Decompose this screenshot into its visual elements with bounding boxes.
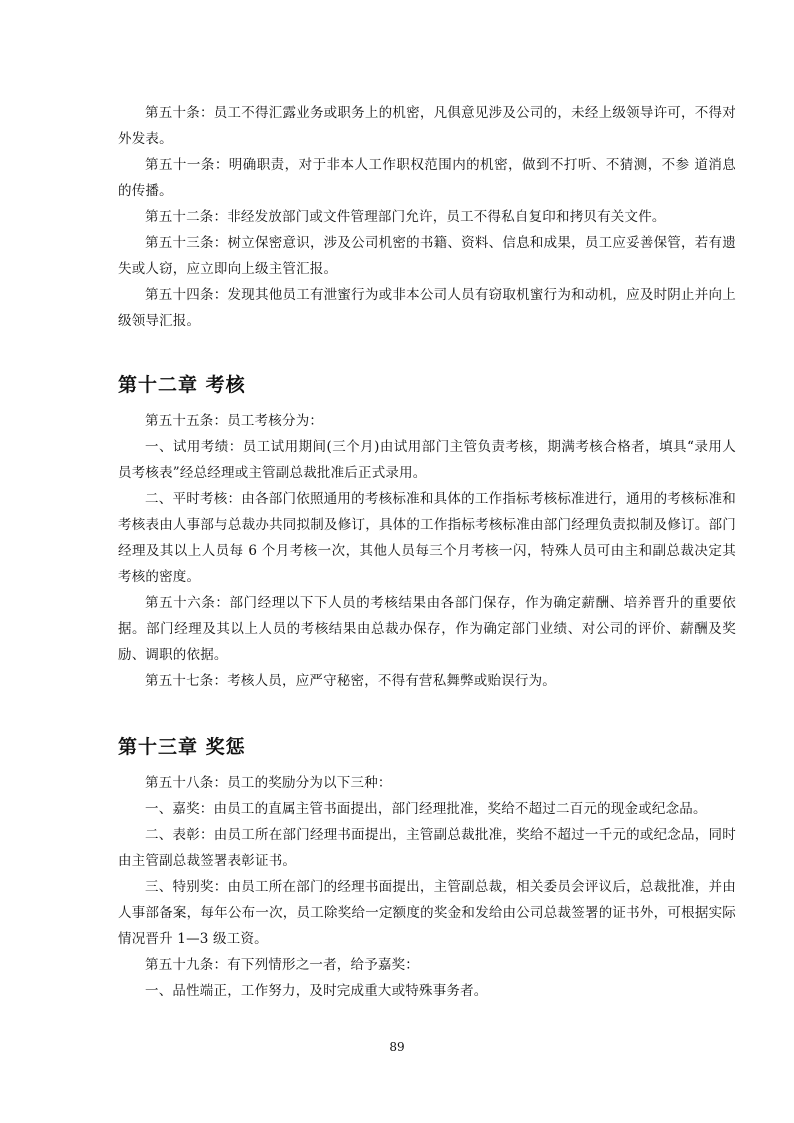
article-53: 第五十三条：树立保密意识，涉及公司机密的书籍、资料、信息和成果，员工应妥善保管，若有遗失或人窃，应立即向上级主管汇报。 xyxy=(118,235,736,277)
chapter-12-heading: 第十二章 考核 xyxy=(118,374,246,396)
article-50: 第五十条：员工不得汇露业务或职务上的机密，凡俱意见涉及公司的，未经上级领导许可，不得对外发表。 xyxy=(118,105,736,147)
article-58: 第五十八条：员工的奖励分为以下三种： xyxy=(145,775,392,791)
article-52: 第五十二条：非经发放部门或文件管理部门允许，员工不得私自复印和拷贝有关文件。 xyxy=(145,209,666,225)
recognition: 二、表彰：由员工所在部门经理书面提出，主管副总裁批准，奖给不超过一千元的或纪念品，同时由主管副总裁签署表彰证书。 xyxy=(118,827,736,869)
section-rewards xyxy=(118,770,736,1004)
commendation-criterion-1: 一、品性端正，工作努力，及时完成重大或特殊事务者。 xyxy=(145,983,488,999)
article-54: 第五十四条：发现其他员工有泄蜜行为或非本公司人员有窃取机蜜行为和动机，应及时阴止并向上级领导汇报。 xyxy=(118,287,736,329)
article-56: 第五十六条：部门经理以下下人员的考核结果由各部门保存，作为确定薪酬、培养晋升的重要依据。部门经理及其以上人员的考核结果由总裁办保存，作为确定部门业绩、对公司的评价、薪酬及奖励、调职的依据。 xyxy=(118,595,736,663)
chapter-13-heading: 第十三章 奖惩 xyxy=(118,736,246,758)
article-55: 第五十五条：员工考核分为： xyxy=(145,413,324,429)
article-51: 第五十一条：明确职责，对于非本人工作职权范围内的机密，做到不打听、不猜测，不参 道消息的传播。 xyxy=(118,157,736,199)
article-57: 第五十七条：考核人员，应严守秘密，不得有营私舞弊或贻误行为。 xyxy=(145,673,556,689)
article-59: 第五十九条：有下列情形之一者，给予嘉奖： xyxy=(145,957,419,973)
section-assessment xyxy=(118,408,736,694)
page-number: 89 xyxy=(389,1040,405,1054)
section-confidentiality xyxy=(118,100,736,334)
regular-assessment: 二、平时考核：由各部门依照通用的考核标准和具体的工作指标考核标准进行，通用的考核标准和考核表由人事部与总裁办共同拟制及修订，具体的工作指标考核标准由部门经理负责拟制及修订。部门经理及其以上人员每 6 个月考核一次，其他人员每三个月考核一闪，特殊人员可由主和副总裁决定其考核的密度。 xyxy=(118,491,736,585)
special-award: 三、特别奖：由员工所在部门的经理书面提出，主管副总裁，相关委员会评议后，总裁批准，并由人事部备案，每年公布一次，员工除奖给一定额度的奖金和发给由公司总裁签署的证书外，可根据实际情况晋升 1—3 级工资。 xyxy=(118,879,736,947)
probation-assessment: 一、试用考绩：员工试用期间(三个月)由试用部门主管负责考核，期满考核合格者，填具“录用人员考核表”经总经理或主管副总裁批准后正式录用。 xyxy=(118,439,736,481)
commendation: 一、嘉奖：由员工的直属主管书面提出，部门经理批准，奖给不超过二百元的现金或纪念品。 xyxy=(145,801,707,817)
